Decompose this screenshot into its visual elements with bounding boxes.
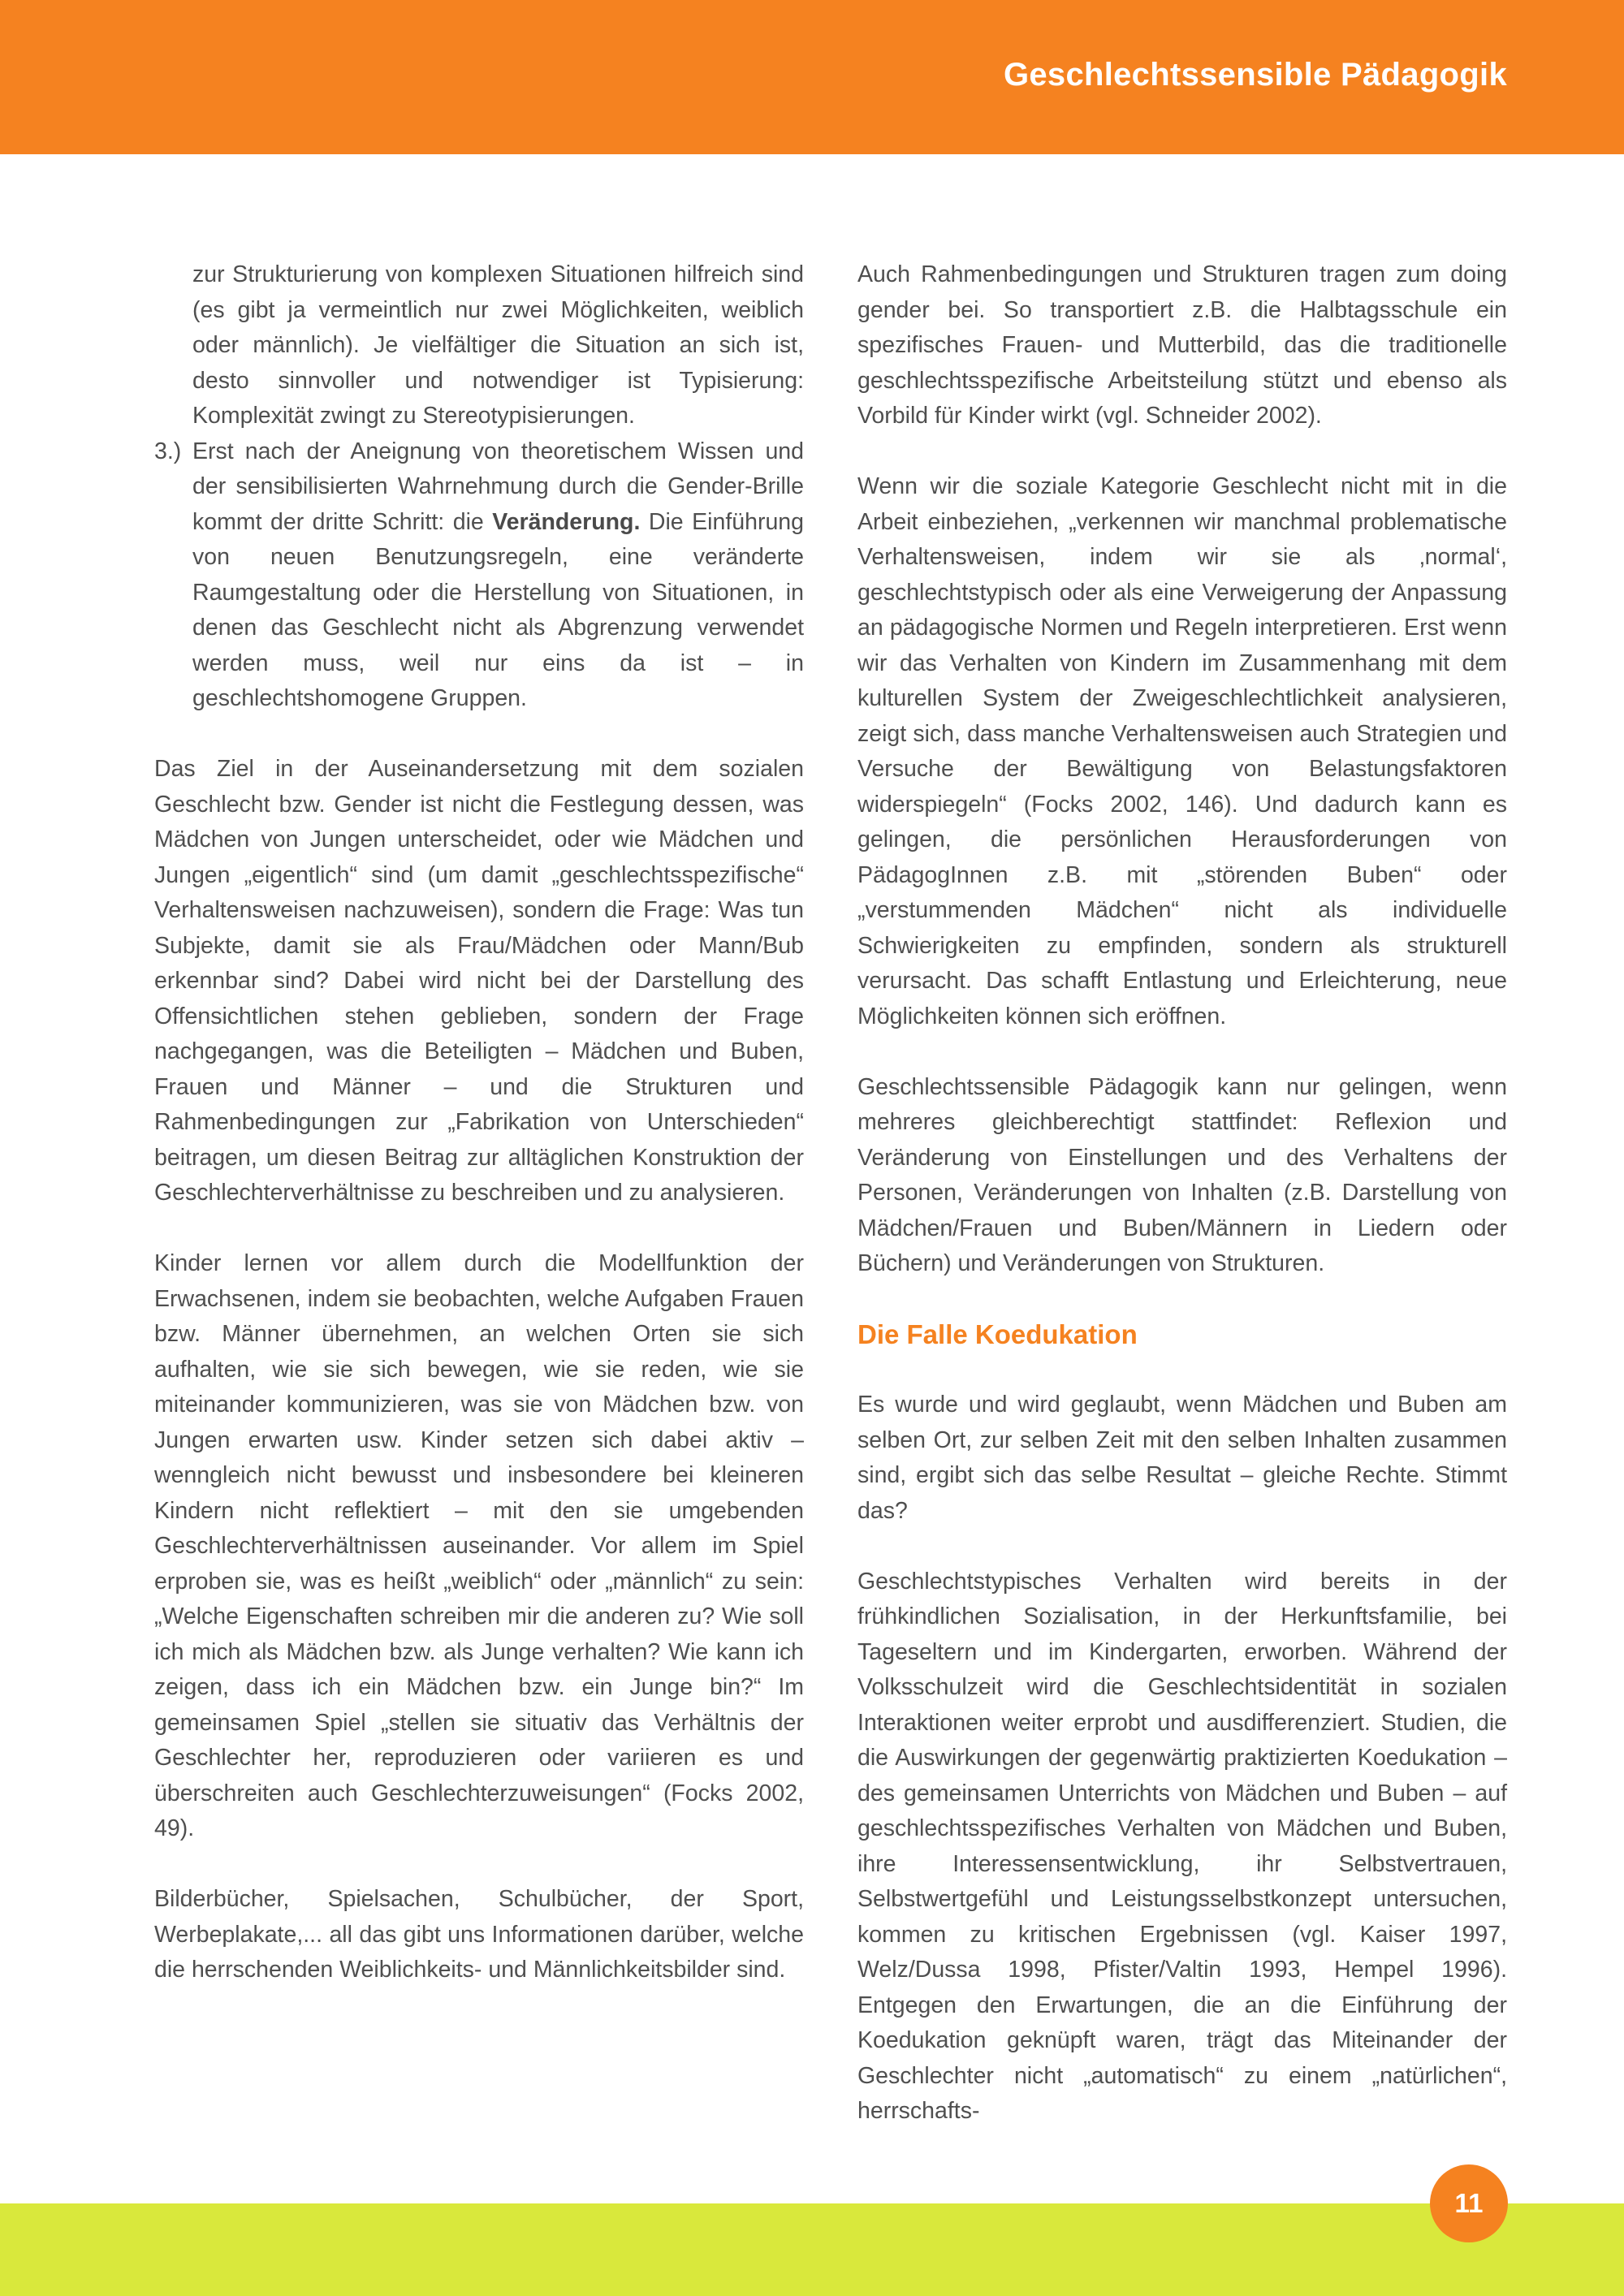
- page-header: [0, 0, 1624, 154]
- paragraph: Geschlechtssensible Pädagogik kann nur gelingen, wenn mehreres gleichberechtigt stattfindet: Reflexion und Veränderung von Einstellungen und des Verhaltens der Personen, Veränderungen von Inhalten (z.B. Darstellung von Mädchen/Frauen und Buben/Männern in Liedern oder Büchern) und Veränderungen von Strukturen.: [857, 1073, 1507, 1276]
- right-column: [857, 257, 1507, 2130]
- footer-bar: [0, 2203, 1624, 2296]
- list-item-number: 3.): [154, 438, 182, 464]
- list-item-3: [154, 434, 804, 717]
- list-item-3-text-after: Die Einführung von neuen Benutzungsregeln, eine veränderte Raumgestaltung oder die Herstellung von Situationen, in denen das Geschlecht nicht als Abgrenzung verwendet werden muss, weil nur eins da ist – in geschlechtshomogene Gruppen.: [192, 508, 804, 711]
- section-heading: Die Falle Koedukation: [857, 1319, 1138, 1349]
- list-item-3-bold: Veränderung.: [492, 508, 641, 535]
- paragraph: Bilderbücher, Spielsachen, Schulbücher, der Sport, Werbeplakate,... all das gibt uns Informationen darüber, welche die herrschenden Weiblichkeits- und Männlichkeitsbilder sind.: [154, 1886, 804, 1983]
- list-item-continuation: zur Strukturierung von komplexen Situationen hilfreich sind (es gibt ja vermeintlich nur zwei Möglichkeiten, weiblich oder männlich). Je vielfältiger die Situation an sich ist, desto sinnvoller und notwendiger ist Typisierung: Komplexität zwingt zu Stereotypisierungen.: [192, 261, 804, 429]
- paragraph: Geschlechtstypisches Verhalten wird bereits in der frühkindlichen Sozialisation, in der Herkunftsfamilie, bei Tageseltern und im Kindergarten, erworben. Während der Volksschulzeit wird die Geschlechtsidentität in sozialen Interaktionen weiter erprobt und ausdifferenziert. Studien, die die Auswirkungen der gegenwärtig praktizierten Koedukation – des gemeinsamen Unterrichts von Mädchen und Buben – auf geschlechtsspezifisches Verhalten von Mädchen und Buben, ihre Interessensentwicklung, ihr Selbstvertrauen, Selbstwertgefühl und Leistungsselbstkonzept untersuchen, kommen zu kritischen Ergebnissen (vgl. Kaiser 1997, Welz/Dussa 1998, Pfister/Valtin 1993, Hempel 1996). Entgegen den Erwartungen, die an die Einführung der Koedukation geknüpft waren, trägt das Miteinander der Geschlechter nicht „automatisch“ zu einem „natürlichen“, herrschafts-: [857, 1568, 1507, 2124]
- header-title: Geschlechtssensible Pädagogik: [1003, 57, 1507, 93]
- list-item-3-text-before: Erst nach der Aneignung von theoretischem Wissen und der sensibilisierten Wahrnehmung durch die Gender-Brille kommt der dritte Schritt: die: [192, 438, 804, 535]
- paragraph: Kinder lernen vor allem durch die Modellfunktion der Erwachsenen, indem sie beobachten, welche Aufgaben Frauen bzw. Männer übernehmen, an welchen Orten sie sich aufhalten, wie sie sich bewegen, wie sie reden, wie sie miteinander kommunizieren, was sie von Mädchen bzw. von Jungen erwarten usw. Kinder setzen sich dabei aktiv – wenngleich nicht bewusst und insbesondere bei kleineren Kindern nicht reflektiert – mit den sie umgebenden Geschlechterverhältnissen auseinander. Vor allem im Spiel erproben sie, was es heißt „weiblich“ oder „männlich“ zu sein: „Welche Eigenschaften schreiben mir die anderen zu? Wie soll ich mich als Mädchen bzw. als Junge verhalten? Wie kann ich zeigen, dass ich ein Mädchen bzw. ein Junge bin?“ Im gemeinsamen Spiel „stellen sie situativ das Verhältnis der Geschlechter her, reproduzieren oder variieren es und überschreiten auch Geschlechterzuweisungen“ (Focks 2002, 49).: [154, 1250, 804, 1841]
- list-item-3-text: [192, 434, 804, 717]
- left-column: [154, 257, 804, 1988]
- paragraph: Wenn wir die soziale Kategorie Geschlecht nicht mit in die Arbeit einbeziehen, „verkennen wir manchmal problematische Verhaltensweisen, indem wir sie als ‚normal‘, geschlechtstypisch oder als eine Verweigerung der Anpassung an pädagogische Normen und Regeln interpretieren. Erst wenn wir das Verhalten von Kindern im Zusammenhang mit dem kulturellen System der Zweigeschlechtlichkeit analysieren, zeigt sich, dass manche Verhaltensweisen auch Strategien und Versuche der Bewältigung von Belastungsfaktoren widerspiegeln“ (Focks 2002, 146). Und dadurch kann es gelingen, die persönlichen Herausforderungen von PädagogInnen z.B. mit „störenden Buben“ oder „verstummenden Mädchen“ nicht als individuelle Schwierigkeiten zu empfinden, sondern als strukturell verursacht. Das schafft Entlastung und Erleichterung, neue Möglichkeiten können sich eröffnen.: [857, 473, 1507, 1029]
- page-number-badge: 11: [1430, 2164, 1508, 2242]
- paragraph: Auch Rahmenbedingungen und Strukturen tragen zum doing gender bei. So transportiert z.B. die Halbtagsschule ein spezifisches Frauen- und Mutterbild, das die traditionelle geschlechtsspezifische Arbeitsteilung stützt und ebenso als Vorbild für Kinder wirkt (vgl. Schneider 2002).: [857, 261, 1507, 429]
- paragraph: Es wurde und wird geglaubt, wenn Mädchen und Buben am selben Ort, zur selben Zeit mit den selben Inhalten zusammen sind, ergibt sich das selbe Resultat – gleiche Rechte. Stimmt das?: [857, 1392, 1507, 1524]
- paragraph: Das Ziel in der Auseinandersetzung mit dem sozialen Geschlecht bzw. Gender ist nicht die Festlegung dessen, was Mädchen von Jungen unterscheidet, oder wie Mädchen und Jungen „eigentlich“ sind (um damit „geschlechtsspezifische“ Verhaltensweisen nachzuweisen), sondern die Frage: Was tun Subjekte, damit sie als Frau/Mädchen oder Mann/Bub erkennbar sind? Dabei wird nicht bei der Darstellung des Offensichtlichen stehen geblieben, sondern der Frage nachgegangen, was die Beteiligten – Mädchen und Buben, Frauen und Männer – und die Strukturen und Rahmenbedingungen zur „Fabrikation von Unterschieden“ beitragen, um diesen Beitrag zur alltäglichen Konstruktion der Geschlechterverhältnisse zu beschreiben und zu analysieren.: [154, 756, 804, 1206]
